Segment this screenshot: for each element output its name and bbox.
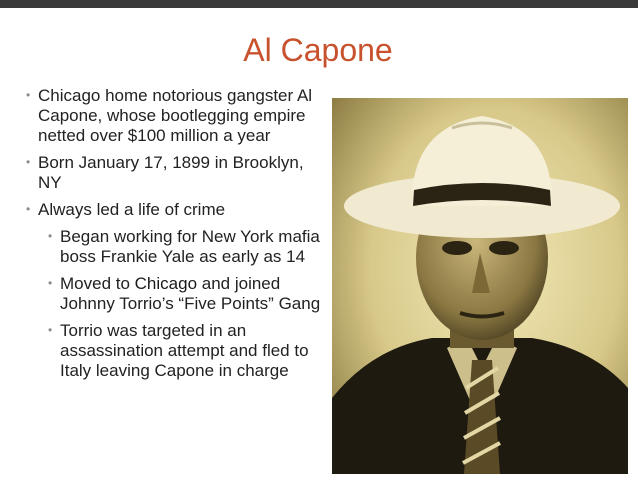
slide-title: Al Capone bbox=[243, 32, 393, 68]
bullet-item bbox=[26, 86, 326, 146]
bullet-text: Always led a life of crime bbox=[38, 200, 226, 219]
chicago-link[interactable]: Chicago bbox=[134, 274, 198, 293]
slide-top-bar bbox=[0, 0, 638, 8]
right-eye-shape bbox=[489, 241, 519, 255]
sub-bullet-text-after: and joined Johnny Torrio’s “Five Points” Gang bbox=[60, 274, 321, 313]
sub-bullet-item bbox=[26, 227, 326, 267]
left-eye-shape bbox=[442, 241, 472, 255]
bullet-item bbox=[26, 200, 326, 220]
sub-bullet-text-before: Moved to bbox=[60, 274, 135, 293]
portrait-photo bbox=[332, 98, 628, 474]
sub-bullet-item bbox=[26, 274, 326, 314]
bullet-item bbox=[26, 153, 326, 193]
sub-bullet-text: Torrio was targeted in an assassination attempt and fled to Italy leaving Capone in charge bbox=[60, 321, 309, 380]
bullet-text: Chicago home notorious gangster Al Capone, whose bootlegging empire netted over $100 million a year bbox=[38, 86, 313, 145]
sub-bullet-text: Began working for New York mafia boss Frankie Yale as early as 14 bbox=[60, 227, 320, 266]
slide-content bbox=[26, 86, 326, 388]
portrait-illustration bbox=[332, 98, 628, 474]
bullet-text: Born January 17, 1899 in Brooklyn, NY bbox=[38, 153, 304, 192]
sub-bullet-item bbox=[26, 321, 326, 381]
